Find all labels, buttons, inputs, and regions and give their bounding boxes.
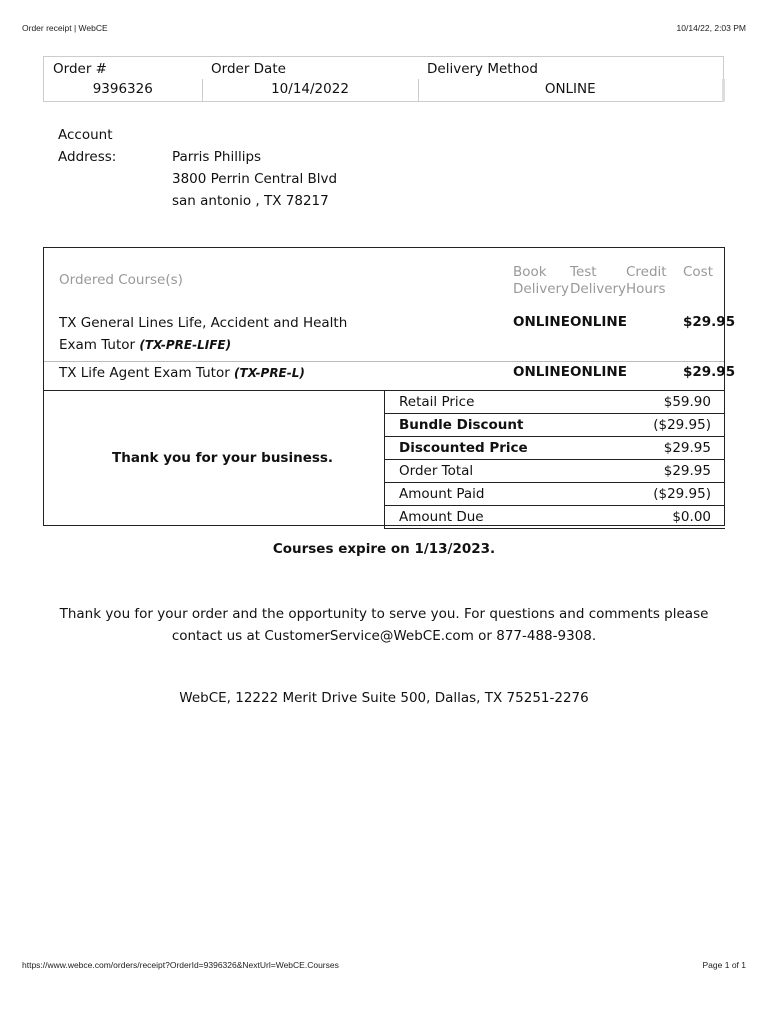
- order-total-label: Order Total: [385, 460, 605, 483]
- amount-paid-value: ($29.95): [605, 483, 725, 506]
- discounted-price-label: Discounted Price: [385, 437, 605, 460]
- company-address: WebCE, 12222 Merit Drive Suite 500, Dallas, TX 75251-2276: [179, 690, 589, 706]
- order-number-header: Order #: [53, 61, 107, 77]
- bundle-discount-value: ($29.95): [605, 414, 725, 437]
- course-book-delivery: ONLINE: [513, 364, 570, 380]
- retail-price-label: Retail Price: [385, 391, 605, 414]
- totals-row: [385, 437, 726, 460]
- totals-row: [385, 391, 726, 414]
- delivery-method-header: Delivery Method: [427, 61, 538, 77]
- account-label: Account: [58, 127, 113, 143]
- print-footer-page: Page 1 of 1: [702, 960, 746, 970]
- ordered-courses-heading: Ordered Course(s): [59, 272, 183, 288]
- course-cost: $29.95: [683, 364, 736, 380]
- address-line-name: Parris Phillips: [172, 149, 262, 165]
- address-label: Address:: [58, 149, 117, 165]
- order-total-value: $29.95: [605, 460, 725, 483]
- address-line-city: san antonio , TX 78217: [172, 193, 329, 209]
- totals-row: [385, 483, 726, 506]
- cost-header: Cost: [683, 264, 714, 280]
- totals-row: [385, 460, 726, 483]
- discounted-price-value: $29.95: [605, 437, 725, 460]
- course-book-delivery: ONLINE: [513, 314, 570, 330]
- courses-expire-notice: Courses expire on 1/13/2023.: [272, 541, 496, 557]
- totals-row: [385, 506, 726, 529]
- print-header-datetime: 10/14/22, 2:03 PM: [676, 23, 746, 33]
- order-number-value: 9396326: [44, 79, 203, 102]
- course-name: TX Life Agent Exam Tutor (TX-PRE-L): [59, 365, 305, 381]
- order-date-header: Order Date: [211, 61, 286, 77]
- amount-due-value: $0.00: [605, 506, 725, 529]
- order-date-value: 10/14/2022: [202, 79, 418, 102]
- contact-message: Thank you for your order and the opportunity to serve you. For questions and comments please contact us at CustomerService@WebCE.com or 877-488-9308.: [59, 606, 709, 644]
- course-test-delivery: ONLINE: [570, 364, 627, 380]
- ordered-courses-box: [43, 247, 736, 526]
- order-info-table: [43, 56, 725, 102]
- thank-you-message: Thank you for your business.: [112, 450, 334, 466]
- totals-table: [384, 390, 725, 529]
- course-cost: $29.95: [683, 314, 736, 330]
- amount-due-label: Amount Due: [385, 506, 605, 529]
- print-header-title: Order receipt | WebCE: [22, 23, 108, 33]
- course-test-delivery: ONLINE: [570, 314, 627, 330]
- address-line-street: 3800 Perrin Central Blvd: [172, 171, 338, 187]
- course-name: TX General Lines Life, Accident and Health Exam Tutor (TX-PRE-LIFE): [59, 315, 348, 353]
- totals-row: [385, 414, 726, 437]
- print-footer-url: https://www.webce.com/orders/receipt?OrderId=9396326&NextUrl=WebCE.Courses: [22, 960, 339, 970]
- delivery-method-value: ONLINE: [418, 79, 724, 102]
- test-delivery-header: Test Delivery: [570, 264, 627, 297]
- amount-paid-label: Amount Paid: [385, 483, 605, 506]
- retail-price-value: $59.90: [605, 391, 725, 414]
- bundle-discount-label: Bundle Discount: [385, 414, 605, 437]
- book-delivery-header: Book Delivery: [513, 264, 570, 297]
- credit-hours-header: Credit Hours: [626, 264, 667, 297]
